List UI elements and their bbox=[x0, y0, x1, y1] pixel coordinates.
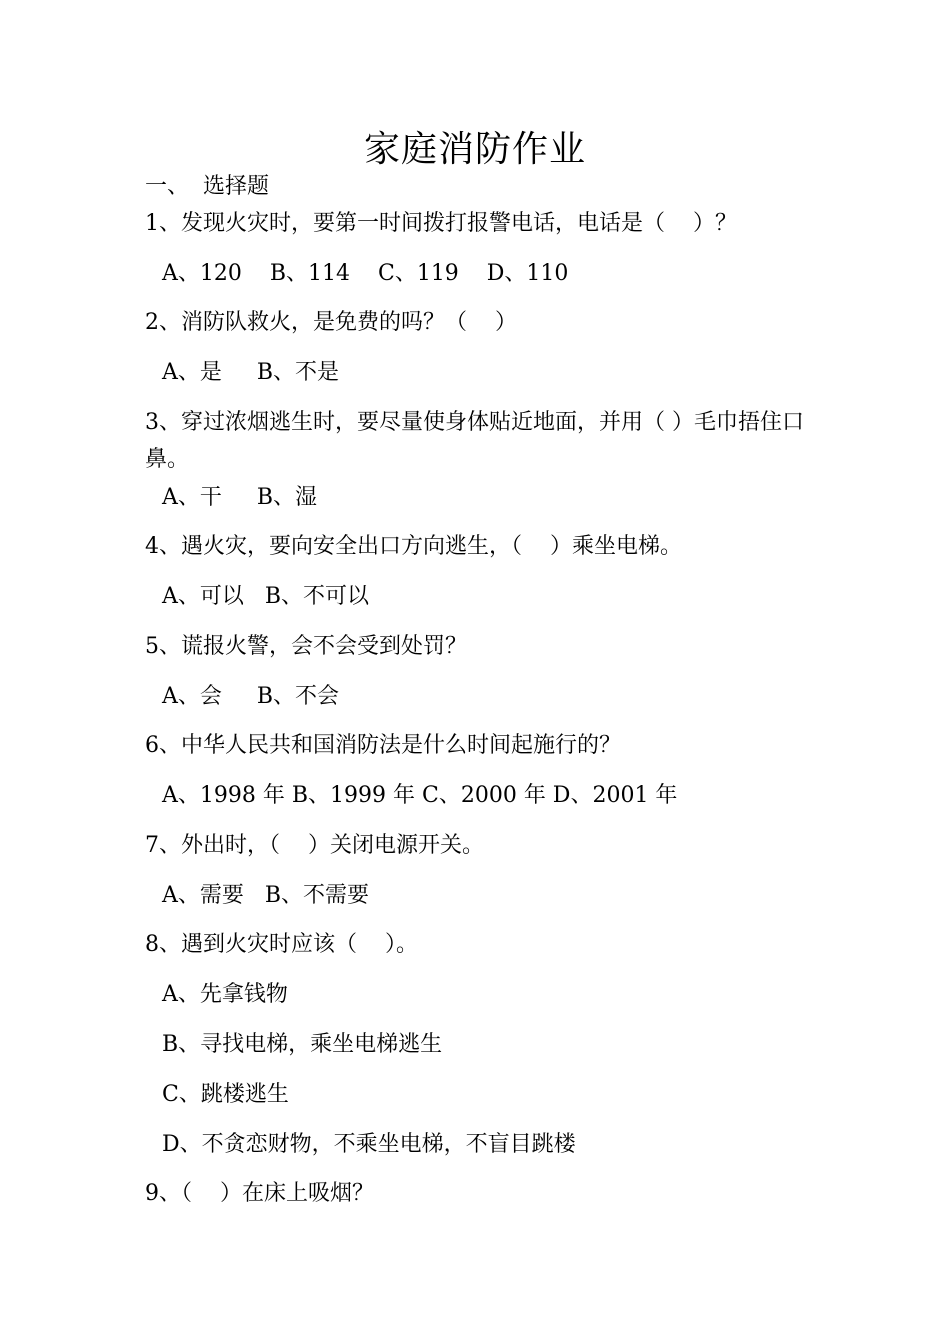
question-8-option-d: D、不贪恋财物，不乘坐电梯，不盲目跳楼 bbox=[162, 1132, 576, 1157]
question-9: 9、（ ）在床上吸烟？ bbox=[145, 1181, 374, 1206]
question-5-options: A、会 B、不会 bbox=[162, 684, 340, 709]
question-6-options: A、1998 年 B、1999 年 C、2000 年 D、2001 年 bbox=[162, 783, 678, 808]
question-8: 8、遇到火灾时应该（ ）。 bbox=[145, 932, 418, 957]
question-2-options: A、是 B、不是 bbox=[162, 360, 340, 385]
question-4: 4、遇火灾，要向安全出口方向逃生，（ ）乘坐电梯。 bbox=[145, 534, 682, 559]
section-heading: 一、 选择题 bbox=[145, 174, 269, 199]
document-title: 家庭消防作业 bbox=[363, 129, 586, 170]
question-8-option-c: C、跳楼逃生 bbox=[162, 1082, 289, 1107]
question-1-options: A、120 B、114 C、119 D、110 bbox=[162, 261, 569, 286]
question-8-option-b: B、寻找电梯，乘坐电梯逃生 bbox=[162, 1032, 443, 1057]
question-8-option-a: A、先拿钱物 bbox=[162, 982, 288, 1007]
question-4-options: A、可以 B、不可以 bbox=[162, 584, 370, 609]
question-3-options: A、干 B、湿 bbox=[162, 485, 318, 510]
question-1: 1、发现火灾时，要第一时间拨打报警电话，电话是（ ）？ bbox=[145, 211, 737, 236]
question-5: 5、谎报火警，会不会受到处罚？ bbox=[145, 634, 467, 659]
question-7: 7、外出时，（ ）关闭电源开关。 bbox=[145, 833, 484, 858]
question-3: 3、穿过浓烟逃生时，要尽量使身体贴近地面，并用（ ）毛巾捂住口鼻。 bbox=[145, 410, 804, 472]
question-6: 6、中华人民共和国消防法是什么时间起施行的？ bbox=[145, 733, 621, 758]
question-7-options: A、需要 B、不需要 bbox=[162, 883, 370, 908]
question-2: 2、消防队救火，是免费的吗？（ ） bbox=[145, 310, 517, 335]
